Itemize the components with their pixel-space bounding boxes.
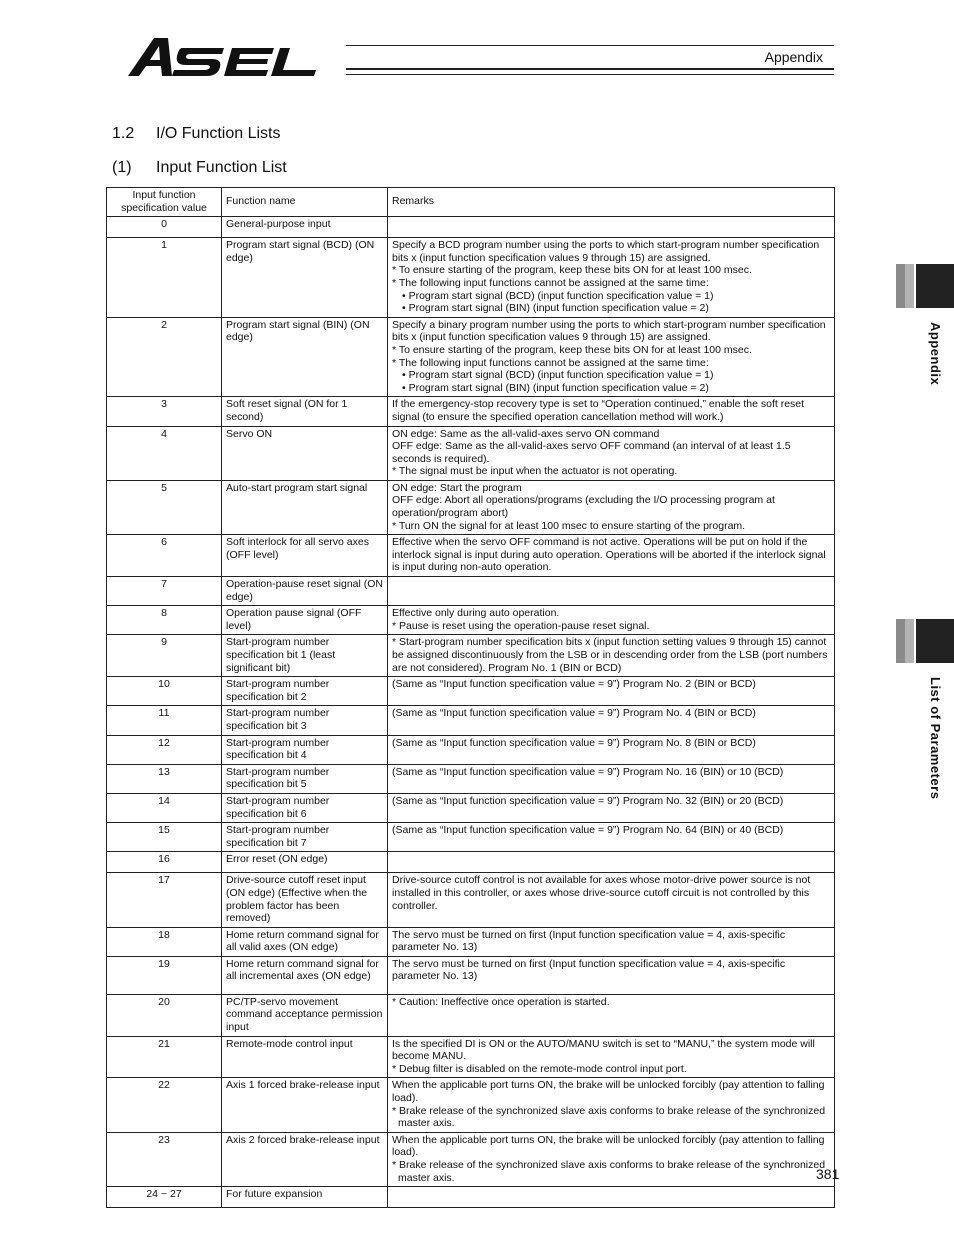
remarks-cell bbox=[388, 426, 835, 480]
function-name-cell: Start-program number specification bit 5 bbox=[222, 764, 388, 793]
function-name-cell: Home return command signal for all incremental axes (ON edge) bbox=[222, 956, 388, 994]
col-header-remarks: Remarks bbox=[388, 188, 835, 217]
function-value-cell: 0 bbox=[107, 217, 222, 238]
function-value-cell: 20 bbox=[107, 994, 222, 1036]
side-tab-appendix-marker bbox=[896, 264, 954, 308]
function-value-cell: 21 bbox=[107, 1036, 222, 1078]
function-name-cell: General-purpose input bbox=[222, 217, 388, 238]
table-row bbox=[107, 1187, 835, 1208]
remark-line: The servo must be turned on first (Input function specification value = 4, axis-specific parameter No. 13) bbox=[392, 928, 786, 954]
table-row bbox=[107, 217, 835, 238]
table-row bbox=[107, 735, 835, 764]
function-value-cell: 22 bbox=[107, 1078, 222, 1132]
remark-line: Effective when the servo OFF command is not active. Operations will be put on hold if the interlock signal is input during auto operation. Operations will be aborted if the interlock signal is input during non-auto operation. bbox=[392, 536, 826, 574]
function-value-cell: 7 bbox=[107, 577, 222, 606]
function-name-cell: Operation-pause reset signal (ON edge) bbox=[222, 577, 388, 606]
remark-line: (Same as “Input function specification value = 9”) Program No. 4 (BIN or BCD) bbox=[392, 707, 756, 720]
remark-line: Effective only during auto operation. bbox=[392, 607, 560, 620]
table-row bbox=[107, 1078, 835, 1132]
side-tab-parameters-marker bbox=[896, 619, 954, 663]
remark-line: Specify a BCD program number using the ports to which start-program number specification bits x (input function specification values 9 through 15) are assigned. bbox=[392, 239, 820, 264]
subsection-number: (1) bbox=[112, 159, 132, 176]
function-name-cell: Operation pause signal (OFF level) bbox=[222, 606, 388, 635]
remark-line: When the applicable port turns ON, the brake will be unlocked forcibly (pay attention to falling load). bbox=[392, 1133, 825, 1159]
remarks-cell bbox=[388, 317, 835, 397]
section-heading bbox=[112, 125, 281, 143]
remark-line: ON edge: Same as the all-valid-axes servo ON command bbox=[392, 427, 660, 440]
remark-line: The servo must be turned on first (Input function specification value = 4, axis-specific parameter No. 13) bbox=[392, 957, 786, 983]
function-value-cell: 2 bbox=[107, 317, 222, 397]
table-row bbox=[107, 480, 835, 534]
remark-line: • Program start signal (BCD) (input function specification value = 1) bbox=[402, 289, 714, 302]
function-value-cell: 6 bbox=[107, 535, 222, 577]
remark-line: (Same as “Input function specification value = 9”) Program No. 2 (BIN or BCD) bbox=[392, 678, 756, 691]
input-function-table bbox=[106, 187, 835, 1208]
col-header-value: Input function specification value bbox=[107, 188, 222, 217]
remarks-cell bbox=[388, 535, 835, 577]
table-row bbox=[107, 764, 835, 793]
function-name-cell: Remote-mode control input bbox=[222, 1036, 388, 1078]
remarks-cell bbox=[388, 852, 835, 873]
remarks-cell bbox=[388, 927, 835, 956]
remarks-cell bbox=[388, 217, 835, 238]
function-name-cell: Start-program number specification bit 6 bbox=[222, 793, 388, 822]
remarks-cell bbox=[388, 956, 835, 994]
remark-line: * The following input functions cannot be assigned at the same time: bbox=[392, 356, 709, 369]
table-row bbox=[107, 535, 835, 577]
function-value-cell: 13 bbox=[107, 764, 222, 793]
remark-line: * Brake release of the synchronized slave axis conforms to brake release of the synchronized master axis. bbox=[392, 1159, 826, 1184]
remarks-cell bbox=[388, 764, 835, 793]
table-row bbox=[107, 852, 835, 873]
function-name-cell: For future expansion bbox=[222, 1187, 388, 1208]
function-name-cell: Drive-source cutoff reset input (ON edge) (Effective when the problem factor has been removed) bbox=[222, 873, 388, 927]
remark-line: Specify a binary program number using the ports to which start-program number specification bits x (input function specification values 9 through 15) are assigned. bbox=[392, 318, 826, 344]
table-row bbox=[107, 994, 835, 1036]
table-row bbox=[107, 426, 835, 480]
remarks-cell bbox=[388, 1132, 835, 1186]
function-value-cell: 3 bbox=[107, 397, 222, 426]
function-name-cell: Start-program number specification bit 3 bbox=[222, 706, 388, 735]
header-rule-top bbox=[346, 45, 834, 46]
function-name-cell: Start-program number specification bit 4 bbox=[222, 735, 388, 764]
col-header-name: Function name bbox=[222, 188, 388, 217]
subsection-heading bbox=[112, 159, 287, 177]
header-rule-thin bbox=[346, 74, 834, 75]
function-name-cell: Program start signal (BIN) (ON edge) bbox=[222, 317, 388, 397]
remark-line: • Program start signal (BIN) (input function specification value = 2) bbox=[402, 302, 709, 315]
remark-line: (Same as “Input function specification value = 9”) Program No. 16 (BIN) or 10 (BCD) bbox=[392, 765, 784, 778]
remarks-cell bbox=[388, 677, 835, 706]
function-name-cell: Auto-start program start signal bbox=[222, 480, 388, 534]
remark-line: * Brake release of the synchronized slave axis conforms to brake release of the synchronized master axis. bbox=[392, 1104, 826, 1130]
function-value-cell: 15 bbox=[107, 823, 222, 852]
table-row bbox=[107, 956, 835, 994]
function-name-cell: Start-program number specification bit 1 (least significant bit) bbox=[222, 635, 388, 677]
remarks-cell bbox=[388, 635, 835, 677]
table-row bbox=[107, 1132, 835, 1186]
function-name-cell: Soft reset signal (ON for 1 second) bbox=[222, 397, 388, 426]
remarks-cell bbox=[388, 994, 835, 1036]
remark-line: (Same as “Input function specification value = 9”) Program No. 8 (BIN or BCD) bbox=[392, 736, 756, 749]
function-name-cell: Axis 1 forced brake-release input bbox=[222, 1078, 388, 1132]
function-value-cell: 17 bbox=[107, 873, 222, 927]
section-number: 1.2 bbox=[112, 125, 135, 142]
remark-line: Is the specified DI is ON or the AUTO/MANU switch is set to “MANU,” the system mode will become MANU. bbox=[392, 1037, 815, 1063]
remarks-cell bbox=[388, 735, 835, 764]
remarks-cell bbox=[388, 706, 835, 735]
remark-line: • Program start signal (BIN) (input function specification value = 2) bbox=[402, 381, 709, 394]
table-row bbox=[107, 635, 835, 677]
remark-line: (Same as “Input function specification value = 9”) Program No. 64 (BIN) or 40 (BCD) bbox=[392, 824, 784, 837]
remark-line: * To ensure starting of the program, keep these bits ON for at least 100 msec. bbox=[392, 264, 752, 277]
section-title: I/O Function Lists bbox=[156, 125, 281, 142]
header-section-label: Appendix bbox=[764, 49, 823, 65]
remarks-cell bbox=[388, 1187, 835, 1208]
remark-line: OFF edge: Abort all operations/programs (excluding the I/O processing program at operation/program abort) bbox=[392, 494, 775, 520]
function-value-cell: 14 bbox=[107, 793, 222, 822]
function-name-cell: Error reset (ON edge) bbox=[222, 852, 388, 873]
table-row bbox=[107, 238, 835, 318]
remarks-cell bbox=[388, 1036, 835, 1078]
remark-line: * Caution: Ineffective once operation is started. bbox=[392, 995, 610, 1008]
function-value-cell: 4 bbox=[107, 426, 222, 480]
function-value-cell: 10 bbox=[107, 677, 222, 706]
remarks-cell bbox=[388, 397, 835, 426]
subsection-title: Input Function List bbox=[156, 159, 287, 176]
function-value-cell: 12 bbox=[107, 735, 222, 764]
function-name-cell: Program start signal (BCD) (ON edge) bbox=[222, 238, 388, 318]
function-name-cell: Home return command signal for all valid axes (ON edge) bbox=[222, 927, 388, 956]
table-row bbox=[107, 677, 835, 706]
function-name-cell: Axis 2 forced brake-release input bbox=[222, 1132, 388, 1186]
table-row bbox=[107, 317, 835, 397]
function-value-cell: 24 ~ 27 bbox=[107, 1187, 222, 1208]
function-name-cell: Servo ON bbox=[222, 426, 388, 480]
table-row bbox=[107, 397, 835, 426]
table-row bbox=[107, 1036, 835, 1078]
remark-line: * Pause is reset using the operation-pause reset signal. bbox=[392, 619, 650, 632]
remark-line: ON edge: Start the program bbox=[392, 481, 522, 494]
remark-line: * Turn ON the signal for at least 100 msec to ensure starting of the program. bbox=[392, 519, 746, 532]
remarks-cell bbox=[388, 793, 835, 822]
table-row bbox=[107, 606, 835, 635]
remarks-cell bbox=[388, 1078, 835, 1132]
function-name-cell: Soft interlock for all servo axes (OFF level) bbox=[222, 535, 388, 577]
remark-line: • Program start signal (BCD) (input function specification value = 1) bbox=[402, 369, 714, 382]
function-value-cell: 11 bbox=[107, 706, 222, 735]
function-value-cell: 5 bbox=[107, 480, 222, 534]
remarks-cell bbox=[388, 238, 835, 318]
remark-line: * To ensure starting of the program, keep these bits ON for at least 100 msec. bbox=[392, 343, 752, 356]
table-row bbox=[107, 706, 835, 735]
table-row bbox=[107, 823, 835, 852]
remark-line: Drive-source cutoff control is not available for axes whose motor-drive power source is not installed in this controller, or axes whose drive-source cutoff circuit is not controlled by this controller. bbox=[392, 874, 811, 912]
function-value-cell: 18 bbox=[107, 927, 222, 956]
table-row bbox=[107, 793, 835, 822]
table-row bbox=[107, 873, 835, 927]
remarks-cell bbox=[388, 577, 835, 606]
function-value-cell: 23 bbox=[107, 1132, 222, 1186]
function-value-cell: 16 bbox=[107, 852, 222, 873]
function-value-cell: 1 bbox=[107, 238, 222, 318]
remarks-cell bbox=[388, 823, 835, 852]
function-value-cell: 19 bbox=[107, 956, 222, 994]
remark-line: * The signal must be input when the actuator is not operating. bbox=[392, 465, 678, 478]
remark-line: * Start-program number specification bits x (input function setting values 9 through 15) cannot be assigned discontinuously from the LSB or in descending order from the LSB (port numbers are not considered). Program No. 1 (BIN or BCD) bbox=[392, 636, 828, 674]
remarks-cell bbox=[388, 606, 835, 635]
function-value-cell: 9 bbox=[107, 635, 222, 677]
asel-logo bbox=[124, 34, 346, 78]
remark-line: OFF edge: Same as the all-valid-axes servo OFF command (an interval of at least 1.5 seconds is required). bbox=[392, 440, 791, 465]
function-name-cell: PC/TP-servo movement command acceptance permission input bbox=[222, 994, 388, 1036]
remark-line: When the applicable port turns ON, the brake will be unlocked forcibly (pay attention to falling load). bbox=[392, 1079, 825, 1105]
table-row bbox=[107, 577, 835, 606]
remark-line: * The following input functions cannot be assigned at the same time: bbox=[392, 276, 709, 289]
function-name-cell: Start-program number specification bit 2 bbox=[222, 677, 388, 706]
remark-line: * Debug filter is disabled on the remote-mode control input port. bbox=[392, 1062, 687, 1075]
remark-line: If the emergency-stop recovery type is set to “Operation continued,” enable the soft reset signal (to ensure the specified operation cancellation method will work.) bbox=[392, 398, 805, 423]
function-name-cell: Start-program number specification bit 7 bbox=[222, 823, 388, 852]
function-value-cell: 8 bbox=[107, 606, 222, 635]
table-row bbox=[107, 927, 835, 956]
remark-line: (Same as “Input function specification value = 9”) Program No. 32 (BIN) or 20 (BCD) bbox=[392, 794, 784, 807]
page-number: 381 bbox=[816, 1166, 840, 1182]
remarks-cell bbox=[388, 480, 835, 534]
side-tab-parameters-label: List of Parameters bbox=[928, 677, 943, 800]
header-rule bbox=[346, 68, 834, 70]
side-tab-appendix-label: Appendix bbox=[928, 322, 943, 386]
remarks-cell bbox=[388, 873, 835, 927]
